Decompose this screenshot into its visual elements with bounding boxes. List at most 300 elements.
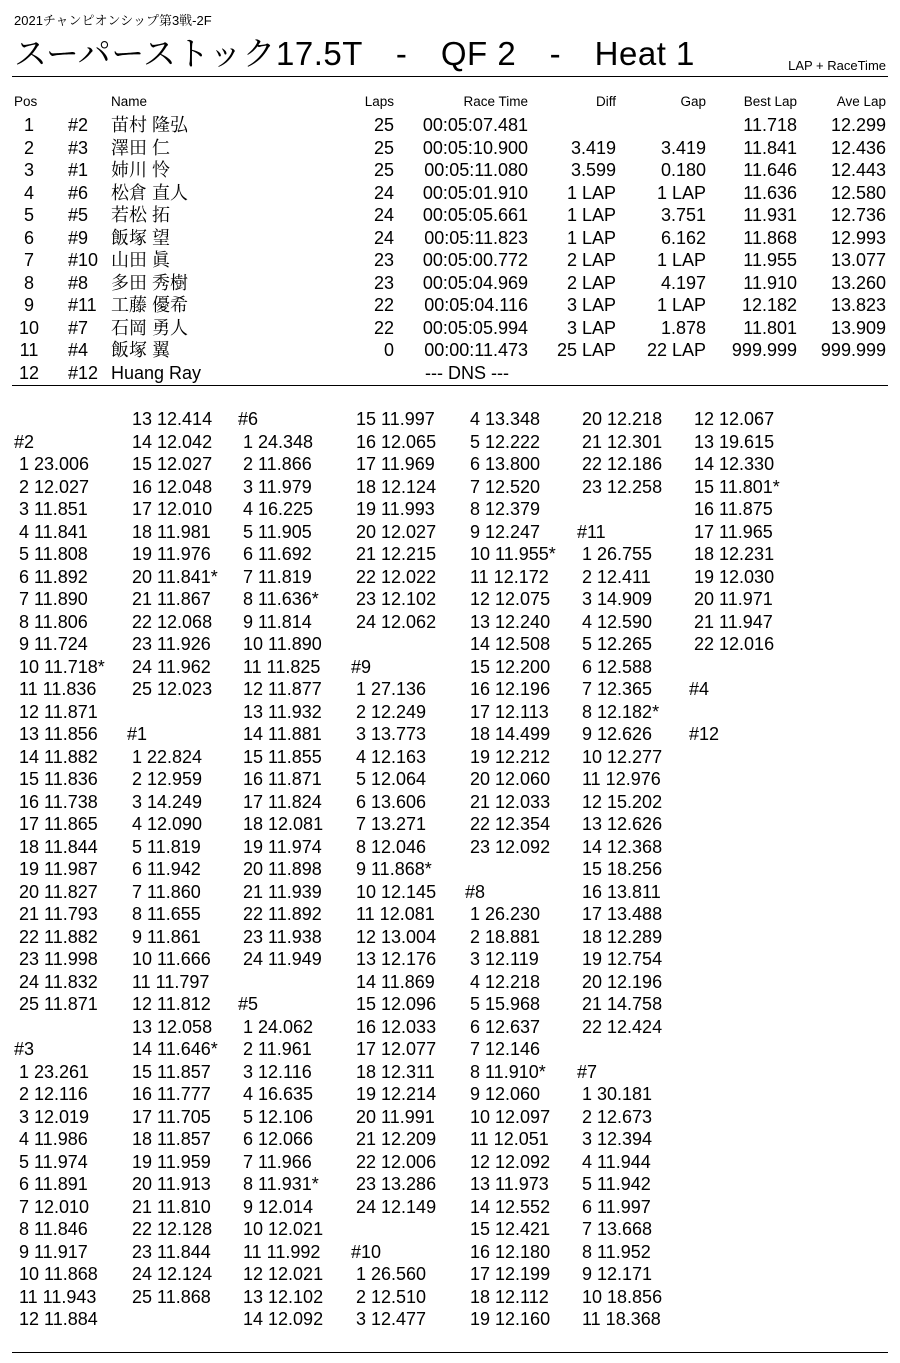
report-type: LAP + RaceTime <box>788 58 886 73</box>
lap-time <box>351 1218 463 1241</box>
lap-time: 1 26.560 <box>356 1264 427 1284</box>
result-pos: 10 <box>18 317 40 338</box>
lap-time: 8 11.655 <box>132 904 201 924</box>
lap-time: 1 22.824 <box>132 746 203 767</box>
lap-time: 22 12.006 <box>356 1151 437 1172</box>
result-laps: 25 <box>373 137 394 158</box>
lap-time: 20 12.060 <box>470 769 551 789</box>
lap-time: 14 12.042 <box>132 431 213 452</box>
result-ave-lap: 13.260 <box>830 272 886 293</box>
event-name: 2021チャンピオンシップ第3戦-2F <box>14 13 212 28</box>
result-diff: 2 LAP <box>566 250 616 270</box>
lap-time: 21 11.810 <box>132 1196 211 1217</box>
lap-time: 19 11.959 <box>132 1151 211 1172</box>
lap-time: 11 11.825 <box>243 656 321 677</box>
lap-time: 11 11.797 <box>132 971 210 992</box>
result-dns: --- DNS --- <box>425 362 509 383</box>
lap-time: 15 11.836 <box>19 769 98 789</box>
lap-time: 6 11.692 <box>243 544 312 564</box>
lap-time: 20 11.913 <box>132 1174 211 1194</box>
result-row <box>0 272 900 295</box>
lap-time: 4 12.163 <box>356 746 427 767</box>
lap-time: 2 12.411 <box>582 566 651 587</box>
result-gap: 1 LAP <box>656 295 706 315</box>
lap-time: 15 11.855 <box>243 746 322 767</box>
lap-time: 10 11.666 <box>132 949 211 969</box>
lap-time: 17 13.488 <box>582 904 663 924</box>
driver-number-heading: #9 <box>351 656 372 677</box>
lap-time: 11 12.051 <box>470 1129 549 1149</box>
lap-time: 21 11.939 <box>243 881 322 902</box>
lap-time: 22 12.016 <box>694 634 775 654</box>
lap-time: 2 18.881 <box>470 926 541 947</box>
lap-time: 10 11.955* <box>470 544 556 564</box>
lap-time: 20 11.898 <box>243 859 322 879</box>
lap-time: 12 12.075 <box>470 589 551 609</box>
lap-time: 3 11.851 <box>19 499 88 519</box>
result-race-time: 00:00:11.473 <box>424 340 528 360</box>
result-ave-lap: 13.077 <box>830 250 886 270</box>
result-row <box>0 362 900 385</box>
result-pos: 6 <box>23 227 34 248</box>
lap-time: 1 23.261 <box>19 1061 90 1082</box>
lap-time: 8 12.046 <box>356 836 427 857</box>
driver-number-heading: #8 <box>465 881 486 902</box>
result-race-time: 00:05:11.823 <box>424 227 528 248</box>
result-laps: 25 <box>373 115 394 135</box>
result-gap: 1 LAP <box>656 250 706 270</box>
result-number: #10 <box>68 250 99 270</box>
lap-column <box>238 408 350 1331</box>
lap-time: 13 12.176 <box>356 949 437 969</box>
lap-time: 25 12.023 <box>132 679 213 699</box>
lap-time: 3 12.477 <box>356 1309 427 1329</box>
lap-time: 21 12.209 <box>356 1129 437 1149</box>
header-name: Name <box>111 94 148 109</box>
result-best-lap: 11.636 <box>743 182 797 203</box>
result-diff: 3.419 <box>570 137 616 158</box>
lap-time: 10 12.021 <box>243 1219 324 1239</box>
lap-time: 9 12.014 <box>243 1196 314 1217</box>
title-rule <box>12 76 888 77</box>
result-ave-lap: 12.736 <box>830 205 886 225</box>
lap-time: 13 12.058 <box>132 1016 213 1037</box>
lap-time: 9 11.724 <box>19 634 88 654</box>
lap-time: 12 11.812 <box>132 994 211 1014</box>
result-number: #11 <box>68 295 97 315</box>
lap-time: 23 13.286 <box>356 1174 437 1194</box>
driver-number-heading: #3 <box>14 1039 35 1059</box>
result-name: 工藤 優希 <box>111 295 189 315</box>
lap-time: 24 12.062 <box>356 611 437 632</box>
lap-time: 12 11.871 <box>19 701 98 722</box>
lap-time: 20 12.027 <box>356 521 437 542</box>
result-name: 澤田 仁 <box>111 137 171 158</box>
lap-time: 4 16.225 <box>243 499 314 519</box>
lap-time: 18 12.112 <box>470 1286 549 1307</box>
lap-time: 11 18.368 <box>582 1309 661 1329</box>
result-ave-lap: 13.909 <box>830 317 886 338</box>
lap-time: 17 11.865 <box>19 814 98 834</box>
result-row <box>0 317 900 340</box>
result-race-time: 00:05:10.900 <box>422 137 528 158</box>
lap-time: 12 13.004 <box>356 926 437 947</box>
result-name: 飯塚 翼 <box>111 340 171 360</box>
lap-time: 21 11.867 <box>132 589 211 609</box>
lap-time: 14 11.869 <box>356 971 435 992</box>
lap-time: 10 12.277 <box>582 746 663 767</box>
result-gap: 1.878 <box>660 317 706 338</box>
lap-time: 8 12.379 <box>470 499 541 519</box>
lap-time: 25 11.871 <box>19 994 98 1014</box>
lap-time: 1 26.230 <box>470 904 541 924</box>
result-pos: 12 <box>18 362 40 383</box>
result-gap: 4.197 <box>660 272 706 293</box>
lap-time: 17 12.010 <box>132 499 213 519</box>
result-gap: 3.751 <box>660 205 706 225</box>
lap-time: 13 12.240 <box>470 611 551 632</box>
lap-time: 3 11.979 <box>243 476 312 497</box>
lap-time: 4 13.348 <box>470 409 541 429</box>
lap-time: 3 14.249 <box>132 791 203 812</box>
lap-time: 16 11.875 <box>694 499 773 519</box>
result-row <box>0 339 900 362</box>
lap-time: 6 11.997 <box>582 1196 651 1217</box>
result-best-lap: 11.801 <box>743 317 797 338</box>
lap-column <box>127 408 239 1308</box>
result-race-time: 00:05:07.481 <box>422 115 528 135</box>
lap-time: 11 12.081 <box>356 904 435 924</box>
lap-time: 6 13.800 <box>470 454 541 474</box>
lap-time: 5 15.968 <box>470 994 541 1014</box>
lap-time: 4 11.944 <box>582 1151 651 1172</box>
lap-time <box>14 1016 126 1039</box>
result-race-time: 00:05:05.994 <box>422 317 528 338</box>
lap-time: 9 11.868* <box>356 859 432 879</box>
driver-number-heading: #1 <box>127 724 148 744</box>
result-name: 松倉 直人 <box>111 182 189 203</box>
lap-time: 23 12.258 <box>582 476 663 497</box>
lap-time: 14 11.882 <box>19 746 98 767</box>
driver-number-heading: #2 <box>14 431 35 452</box>
lap-time: 5 12.064 <box>356 769 427 789</box>
lap-time: 16 12.065 <box>356 431 437 452</box>
result-name: 姉川 怜 <box>111 160 171 180</box>
lap-time: 16 11.738 <box>19 791 98 812</box>
lap-time: 6 11.942 <box>132 859 201 879</box>
page-title: スーパーストック17.5T - QF 2 - Heat 1 <box>14 35 695 72</box>
lap-time: 22 11.882 <box>19 926 98 947</box>
result-race-time: 00:05:01.910 <box>422 182 528 203</box>
lap-time: 22 12.424 <box>582 1016 663 1037</box>
lap-time: 19 11.987 <box>19 859 98 879</box>
lap-time: 23 11.844 <box>132 1241 211 1262</box>
lap-time: 16 13.811 <box>582 881 661 902</box>
result-number: #1 <box>68 160 89 180</box>
lap-time: 1 23.006 <box>19 454 90 474</box>
lap-time: 17 11.824 <box>243 791 322 812</box>
footer-rule <box>12 1352 888 1353</box>
lap-time: 18 12.231 <box>694 544 775 564</box>
lap-time: 17 11.705 <box>132 1106 211 1127</box>
lap-time: 8 11.952 <box>582 1241 651 1262</box>
lap-time <box>238 971 350 994</box>
lap-time: 2 11.866 <box>243 454 312 474</box>
lap-time: 2 12.673 <box>582 1106 653 1127</box>
lap-time: 17 12.199 <box>470 1264 551 1284</box>
lap-time <box>351 633 463 656</box>
result-best-lap: 999.999 <box>731 340 797 360</box>
lap-time: 6 11.891 <box>19 1174 88 1194</box>
lap-time: 7 11.819 <box>243 566 312 587</box>
lap-time: 7 12.365 <box>582 679 653 699</box>
lap-time: 15 12.200 <box>470 656 551 677</box>
lap-time: 25 11.868 <box>132 1286 211 1307</box>
lap-time: 23 11.998 <box>19 949 98 969</box>
result-diff: 1 LAP <box>566 227 616 248</box>
result-diff: 1 LAP <box>566 182 616 203</box>
lap-time: 15 12.421 <box>470 1219 551 1239</box>
lap-time: 11 11.992 <box>243 1241 321 1262</box>
lap-time: 17 12.113 <box>470 701 549 722</box>
lap-time <box>14 408 126 431</box>
lap-time: 6 12.637 <box>470 1016 541 1037</box>
lap-time: 18 12.124 <box>356 476 437 497</box>
result-diff: 2 LAP <box>566 272 616 293</box>
result-pos: 4 <box>23 182 34 203</box>
lap-time: 23 11.926 <box>132 634 211 654</box>
lap-time: 14 11.646* <box>132 1039 218 1059</box>
lap-time: 20 12.196 <box>582 971 663 992</box>
lap-time: 22 12.354 <box>470 814 551 834</box>
lap-time: 7 12.146 <box>470 1039 541 1059</box>
lap-time: 14 12.368 <box>582 836 663 857</box>
lap-time: 12 15.202 <box>582 791 663 812</box>
lap-time: 1 24.348 <box>243 431 314 452</box>
result-number: #3 <box>68 137 89 158</box>
lap-time: 2 12.116 <box>19 1084 88 1104</box>
lap-time: 8 11.636* <box>243 589 319 609</box>
lap-time: 12 12.067 <box>694 409 775 429</box>
lap-time: 7 13.668 <box>582 1219 653 1239</box>
result-best-lap: 11.841 <box>743 137 797 158</box>
lap-time: 20 11.991 <box>356 1106 435 1127</box>
lap-time: 21 11.947 <box>694 611 773 632</box>
result-number: #9 <box>68 227 89 248</box>
lap-time: 15 12.096 <box>356 994 437 1014</box>
lap-time: 2 12.959 <box>132 769 203 789</box>
driver-number-heading: #6 <box>238 409 259 429</box>
lap-time: 12 12.021 <box>243 1264 324 1284</box>
lap-time: 19 11.993 <box>356 499 435 519</box>
lap-time: 15 18.256 <box>582 859 663 879</box>
results-table <box>0 114 900 384</box>
result-ave-lap: 12.580 <box>830 182 886 203</box>
lap-time <box>577 498 689 521</box>
lap-time: 24 11.832 <box>19 971 98 992</box>
result-gap: 22 LAP <box>646 340 706 360</box>
lap-time: 9 11.861 <box>132 926 201 947</box>
result-diff: 25 LAP <box>556 340 616 360</box>
lap-time: 8 11.931* <box>243 1174 319 1194</box>
result-laps: 23 <box>373 272 394 293</box>
lap-time: 22 12.068 <box>132 611 213 632</box>
lap-column <box>351 408 463 1331</box>
result-row <box>0 137 900 160</box>
result-best-lap: 11.718 <box>743 115 797 135</box>
lap-time: 15 12.027 <box>132 454 213 474</box>
result-laps: 24 <box>373 205 394 225</box>
lap-time: 5 12.265 <box>582 634 653 654</box>
driver-number-heading: #10 <box>351 1241 382 1262</box>
lap-time: 18 11.981 <box>132 521 211 542</box>
lap-time: 4 11.841 <box>19 521 88 542</box>
result-number: #7 <box>68 317 89 338</box>
result-pos: 3 <box>23 160 34 180</box>
result-pos: 2 <box>23 137 34 158</box>
result-gap: 1 LAP <box>656 182 706 203</box>
lap-time: 8 12.182* <box>582 701 660 722</box>
result-ave-lap: 12.299 <box>830 115 886 135</box>
lap-time: 7 11.860 <box>132 881 201 902</box>
lap-time: 6 12.588 <box>582 656 653 677</box>
lap-time: 13 12.102 <box>243 1286 324 1307</box>
lap-time: 14 12.552 <box>470 1196 551 1217</box>
result-pos: 1 <box>23 115 34 135</box>
lap-time: 18 11.844 <box>19 836 98 857</box>
lap-time: 15 11.997 <box>356 409 435 429</box>
lap-time: 5 11.942 <box>582 1174 651 1194</box>
lap-time: 8 11.910* <box>470 1061 546 1082</box>
result-race-time: 00:05:04.116 <box>424 295 528 315</box>
lap-time: 5 12.222 <box>470 431 541 452</box>
result-row <box>0 204 900 227</box>
lap-time: 3 12.116 <box>243 1061 312 1082</box>
result-ave-lap: 12.993 <box>830 227 886 248</box>
result-number: #2 <box>68 115 89 135</box>
result-name: 多田 秀樹 <box>111 272 189 293</box>
lap-time: 20 11.841* <box>132 566 218 587</box>
lap-time: 2 11.961 <box>243 1039 312 1059</box>
lap-time: 4 11.986 <box>19 1129 88 1149</box>
lap-time <box>689 656 801 679</box>
result-gap: 6.162 <box>660 227 706 248</box>
lap-time: 6 11.892 <box>19 566 88 587</box>
lap-time: 21 12.215 <box>356 544 437 564</box>
lap-time: 2 12.249 <box>356 701 427 722</box>
lap-time: 1 26.755 <box>582 544 653 564</box>
lap-time: 10 18.856 <box>582 1286 663 1307</box>
lap-time: 10 11.868 <box>19 1264 98 1284</box>
lap-time: 18 14.499 <box>470 724 551 744</box>
lap-time: 6 12.066 <box>243 1129 314 1149</box>
lap-time: 13 12.626 <box>582 814 663 834</box>
lap-time: 1 30.181 <box>582 1084 653 1104</box>
header-ave-lap: Ave Lap <box>836 94 886 109</box>
result-number: #6 <box>68 182 89 203</box>
lap-time: 13 12.414 <box>132 409 213 429</box>
result-diff: 3.599 <box>570 160 616 180</box>
lap-time: 22 12.128 <box>132 1219 213 1239</box>
lap-time: 16 11.871 <box>243 769 322 789</box>
lap-time: 14 12.330 <box>694 454 775 474</box>
lap-time: 8 11.846 <box>19 1219 88 1239</box>
result-pos: 11 <box>19 340 39 360</box>
lap-time: 11 11.836 <box>19 679 97 699</box>
lap-time <box>689 701 801 724</box>
lap-time: 8 11.806 <box>19 611 88 632</box>
lap-time: 24 12.149 <box>356 1196 437 1217</box>
result-row <box>0 294 900 317</box>
lap-time: 5 11.819 <box>132 836 201 857</box>
header-diff: Diff <box>595 94 616 109</box>
lap-time: 14 12.092 <box>243 1309 324 1329</box>
lap-time: 5 11.808 <box>19 544 88 564</box>
lap-time: 11 12.172 <box>470 566 549 587</box>
lap-time: 7 12.010 <box>19 1196 90 1217</box>
lap-time: 10 12.097 <box>470 1106 551 1127</box>
result-ave-lap: 12.443 <box>830 160 886 180</box>
result-ave-lap: 12.436 <box>830 137 886 158</box>
lap-time: 21 12.033 <box>470 791 551 812</box>
lap-time: 5 12.106 <box>243 1106 314 1127</box>
lap-time: 11 11.943 <box>19 1286 97 1307</box>
lap-column <box>465 408 577 1331</box>
result-pos: 5 <box>23 205 34 225</box>
lap-time: 2 12.510 <box>356 1286 427 1307</box>
result-name: 山田 眞 <box>111 250 171 270</box>
lap-time: 3 13.773 <box>356 724 427 744</box>
lap-time: 15 11.857 <box>132 1061 211 1082</box>
lap-time: 21 12.301 <box>582 431 663 452</box>
result-laps: 22 <box>373 295 394 315</box>
lap-time: 3 14.909 <box>582 589 653 609</box>
lap-time: 19 12.030 <box>694 566 775 587</box>
lap-time: 23 12.102 <box>356 589 437 609</box>
result-ave-lap: 999.999 <box>820 340 886 360</box>
result-race-time: 00:05:04.969 <box>422 272 528 293</box>
lap-time: 3 12.019 <box>19 1106 90 1127</box>
result-row <box>0 249 900 272</box>
header-laps: Laps <box>364 94 394 109</box>
lap-time <box>127 701 239 724</box>
lap-time: 16 12.048 <box>132 476 213 497</box>
lap-time: 7 11.966 <box>243 1151 312 1172</box>
lap-time: 9 12.626 <box>582 724 653 744</box>
result-row <box>0 159 900 182</box>
lap-time: 21 14.758 <box>582 994 663 1014</box>
result-laps: 24 <box>373 227 394 248</box>
lap-time: 13 11.973 <box>470 1174 549 1194</box>
lap-time: 24 11.949 <box>243 949 322 969</box>
result-gap: 0.180 <box>660 160 706 180</box>
lap-time: 9 11.814 <box>243 611 312 632</box>
lap-time: 16 11.777 <box>132 1084 211 1104</box>
driver-number-heading: #7 <box>577 1061 598 1082</box>
result-best-lap: 11.868 <box>743 227 797 248</box>
lap-time: 4 12.090 <box>132 814 203 834</box>
lap-time: 10 11.890 <box>243 634 322 654</box>
lap-time: 7 13.271 <box>356 814 427 834</box>
lap-time: 19 12.160 <box>470 1309 551 1329</box>
result-best-lap: 12.182 <box>741 295 797 315</box>
header-pos: Pos <box>14 94 38 109</box>
lap-time: 16 12.180 <box>470 1241 551 1262</box>
result-name: 苗村 隆弘 <box>111 115 189 135</box>
lap-time: 15 11.801* <box>694 476 780 497</box>
lap-time: 3 12.394 <box>582 1129 653 1149</box>
header-best-lap: Best Lap <box>743 94 797 109</box>
